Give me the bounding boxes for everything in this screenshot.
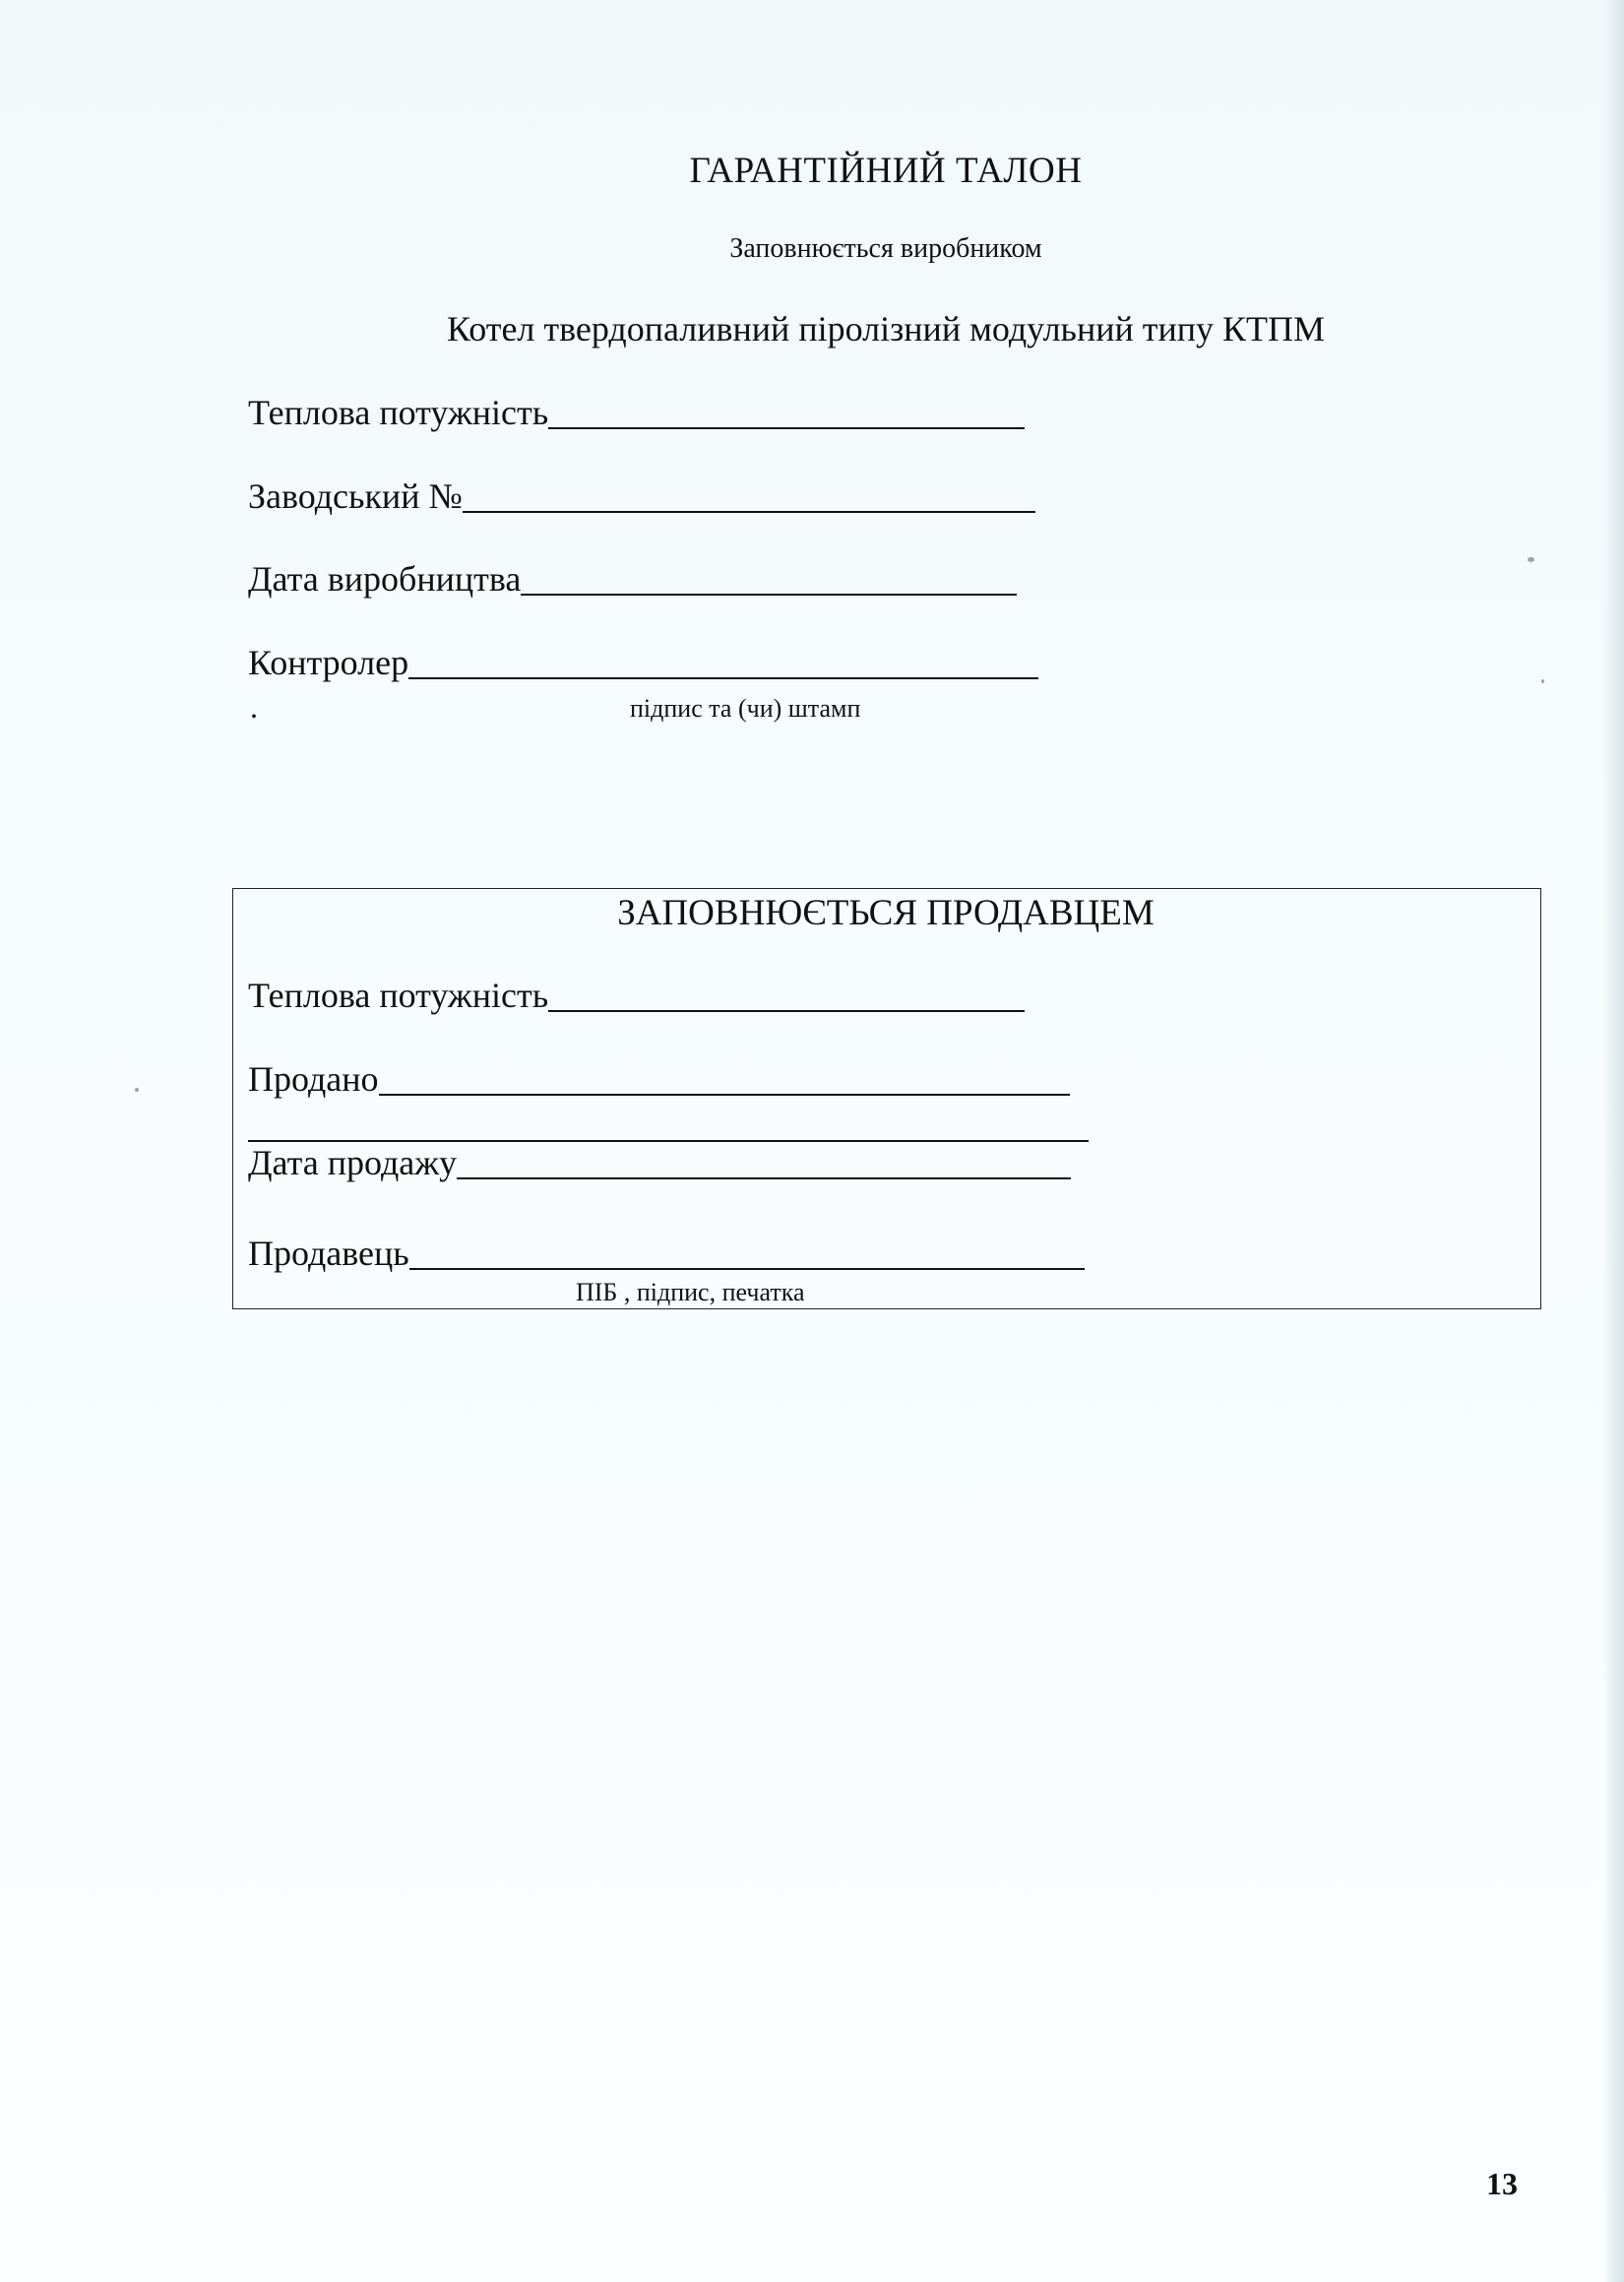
field-label: Теплова потужність — [248, 976, 549, 1015]
fill-line[interactable] — [408, 677, 1038, 679]
field-serial-number[interactable] — [248, 475, 1035, 519]
field-label: Продавець — [248, 1234, 409, 1273]
field-label: Продано — [248, 1059, 379, 1099]
fill-line[interactable] — [379, 1094, 1070, 1096]
document-title: ГАРАНТІЙНИЙ ТАЛОН — [689, 151, 1083, 191]
dot-marker: . — [250, 689, 258, 725]
signature-caption: підпис та (чи) штамп — [630, 694, 861, 723]
field-label: Дата продажу — [248, 1143, 458, 1182]
product-name: Котел твердопаливний піролізний модульний типу КТПМ — [446, 309, 1326, 349]
field-label: Теплова потужність — [248, 393, 549, 432]
scan-speck — [1528, 557, 1534, 562]
field-label: Дата виробництва — [248, 559, 522, 599]
fill-line[interactable] — [548, 427, 1025, 429]
field-seller[interactable] — [248, 1233, 1085, 1276]
scan-speck — [135, 1088, 139, 1092]
field-seller-thermal-power[interactable] — [248, 975, 1025, 1018]
field-label: Контролер — [248, 643, 409, 682]
field-production-date[interactable] — [248, 558, 1017, 602]
field-sold[interactable] — [248, 1058, 1070, 1102]
document-subtitle: Заповнюється виробником — [729, 233, 1042, 264]
page-number: 13 — [1486, 2166, 1518, 2201]
field-thermal-power[interactable] — [248, 392, 1025, 435]
field-sale-date[interactable] — [248, 1142, 1071, 1185]
scan-speck — [1541, 679, 1544, 683]
field-label: Заводський № — [248, 476, 463, 516]
seller-signature-caption: ПІБ , підпис, печатка — [576, 1278, 805, 1306]
fill-line[interactable] — [463, 511, 1035, 513]
seller-section-title: ЗАПОВНЮЄТЬСЯ ПРОДАВЦЕМ — [617, 893, 1155, 933]
fill-line[interactable] — [457, 1177, 1071, 1179]
field-controller[interactable] — [248, 642, 1038, 685]
fill-line[interactable] — [409, 1268, 1085, 1270]
fill-line[interactable] — [521, 594, 1017, 596]
fill-line[interactable] — [548, 1010, 1025, 1012]
